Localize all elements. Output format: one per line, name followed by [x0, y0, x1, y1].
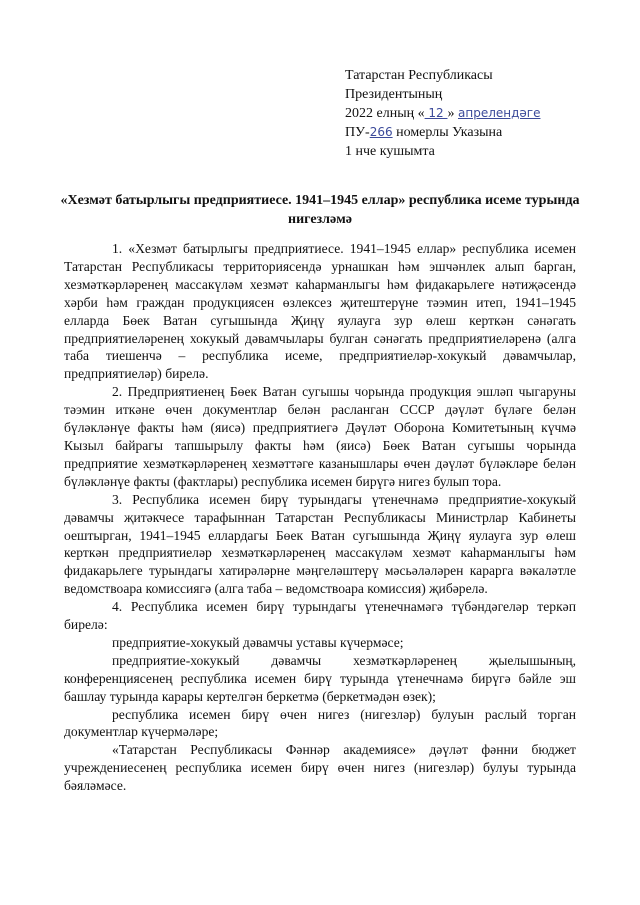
header-annex: 1 нче кушымта [345, 144, 435, 159]
date-day: 12 [424, 106, 448, 120]
paragraph-2: 2. Предприятиенең Бөек Ватан сугышы чорында продукция эшләп чыгаруны тәэмин иткәне өчен документлар белән расланган СССР дәүләт бүләге белән бүләкләнүе факты һәм (яисә) предприятиегә Дәүләт Оборона Комитетының күчмә Кызыл байрагы тапшырылу факты һәм (яисә) Бөек Ватан сугышы чорында предприятие хезмәткәрләренең хезмәттәге казанышлары өчен дәүләт бүләкләре белән бүләкләнүе факты (фактлары) республика исемен бирүгә нигез булып тора. [64, 384, 576, 489]
document-title: «Хезмәт батырлыгы предприятиесе. 1941–1945 еллар» республика исеме турында нигезләмә [60, 193, 580, 227]
list-item-minutes: предприятие-хокукый дәвамчы хезмәткәрләренең җыелышының, конференциясенең республика исемен бирү турында үтенечнамә бирүгә бәйле эш башлау турында карары кертелгән беркетмә (беркетмәдән өзек); [64, 652, 576, 704]
header-republic: Татарстан Республикасы [345, 68, 493, 83]
decree-prefix: ПУ- [345, 125, 370, 140]
decree-suffix: номерлы Указына [392, 125, 503, 140]
header-date [345, 104, 615, 123]
date-mid: » [447, 106, 458, 121]
list-item-academy-opinion: «Татарстан Республикасы Фәннәр академиясе» дәүләт фәнни бюджет учреждениесенең республика исемен бирү өчен нигез (нигезләр) булуы турында бәяләмәсе. [64, 742, 576, 794]
date-month: апрелендәге [458, 106, 541, 120]
header-president: Президентының [345, 87, 443, 102]
document-body [64, 240, 576, 795]
paragraph-4: 4. Республика исемен бирү турындагы үтенечнамәгә түбәндәгеләр теркәп бирелә: [64, 599, 576, 633]
decree-number: 266 [369, 125, 393, 139]
header-decree [345, 123, 615, 142]
list-item-documents: республика исемен бирү өчен нигез (нигезләр) булуын раслый торган документлар күчермәләре; [64, 706, 576, 740]
paragraph-1: 1. «Хезмәт батырлыгы предприятиесе. 1941–1945 еллар» республика исемен Татарстан Республикасы территориясендә урнашкан һәм эшчәнлек алып барган, хезмәткәрләренең массакүләм хезмәт каһарманлыгы һәм фидакарьлеге нәтиҗәсендә хәрби һәм граждан продукциясен өзлексез җитештерүне тәэмин итеп, 1941–1945 елларда Бөек Ватан сугышында Җиңү яулауга зур өлеш керткән сәнәгать предприятиеләренең хокукый дәвамчылары булган сәнәгать предприятиеләренә (алга таба тиешенчә – республика исеме, предприятиеләр-хокукый дәвамчылар, предприятиеләр) бирелә. [64, 241, 576, 382]
date-prefix: 2022 елның « [345, 106, 425, 121]
list-item-charter: предприятие-хокукый дәвамчы уставы күчермәсе; [112, 634, 404, 650]
document-header [345, 66, 615, 161]
paragraph-3: 3. Республика исемен бирү турындагы үтенечнамә предприятие-хокукый дәвамчы җитәкчесе тарафыннан Татарстан Республикасы Министрлар Кабинеты оештырган, 1941–1945 еллардагы Бөек Ватан сугышында Җиңү яулауга зур өлеш керткән предприятиеләр хезмәткәрләренең массакүләм хезмәт каһарманлыгы һәм фидакарьлеге турындагы хатирәләрне мәңгеләштерү мәсьәләләрен карарга вәкаләтле ведомствоара комиссиягә (алга таба – ведомствоара комиссия) җибәрелә. [64, 491, 576, 597]
